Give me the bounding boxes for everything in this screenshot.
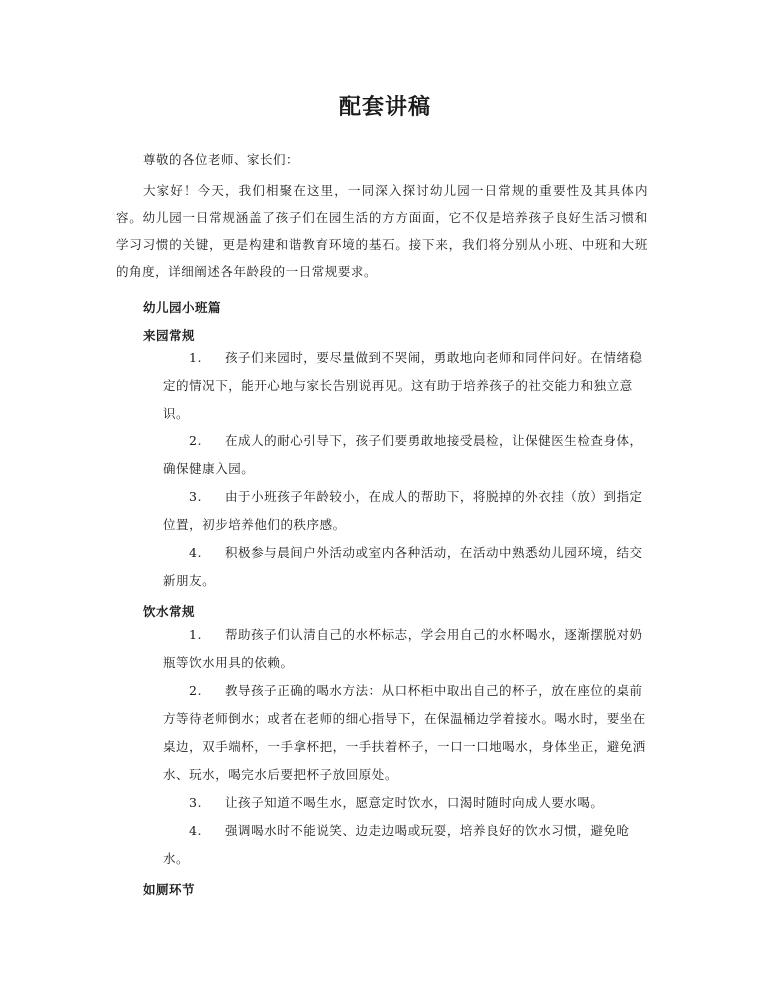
section-heading: 如厕环节 bbox=[143, 882, 196, 897]
list-number: 2. bbox=[189, 683, 203, 698]
list-text: 由于小班孩子年龄较小，在成人的帮助下，将脱掉的外衣挂（放）到指定位置，初步培养他们的秩序感。 bbox=[163, 489, 643, 532]
section-heading: 饮水常规 bbox=[143, 604, 196, 619]
list-item bbox=[163, 817, 649, 873]
list-text: 积极参与晨间户外活动或室内各种活动，在活动中熟悉幼儿园环境，结交新朋友。 bbox=[163, 545, 643, 588]
list-number: 4. bbox=[189, 545, 203, 560]
list-item bbox=[163, 427, 649, 483]
list-text: 在成人的耐心引导下，孩子们要勇敢地接受晨检，让保健医生检查身体，确保健康入园。 bbox=[163, 433, 643, 476]
list-text: 让孩子知道不喝生水，愿意定时饮水，口渴时随时向成人要水喝。 bbox=[225, 795, 604, 810]
list-text: 帮助孩子们认清自己的水杯标志，学会用自己的水杯喝水，逐渐摆脱对奶瓶等饮水用具的依赖。 bbox=[163, 627, 643, 670]
list-text: 孩子们来园时，要尽量做到不哭闹，勇敢地向老师和同伴问好。在情绪稳定的情况下，能开心地与家长告别说再见。这有助于培养孩子的社交能力和独立意识。 bbox=[163, 350, 643, 421]
section-heading: 来园常规 bbox=[143, 328, 196, 343]
list-item bbox=[163, 483, 649, 539]
greeting: 尊敬的各位老师、家长们： bbox=[143, 152, 300, 167]
list-item bbox=[163, 539, 649, 595]
list-number: 3. bbox=[189, 795, 203, 810]
list-item bbox=[163, 344, 649, 428]
list-number: 3. bbox=[189, 489, 203, 504]
list-number: 1. bbox=[189, 627, 203, 642]
list-item bbox=[163, 677, 649, 789]
list-number: 4. bbox=[189, 823, 203, 838]
list-number: 1. bbox=[189, 350, 203, 365]
list-item bbox=[163, 621, 649, 677]
list-number: 2. bbox=[189, 433, 203, 448]
list-item bbox=[163, 789, 649, 817]
part-heading: 幼儿园小班篇 bbox=[143, 300, 222, 315]
page-title: 配套讲稿 bbox=[338, 94, 431, 120]
list-text: 强调喝水时不能说笑、边走边喝或玩耍，培养良好的饮水习惯，避免呛水。 bbox=[163, 823, 630, 866]
intro-paragraph: 大家好！今天，我们相聚在这里，一同深入探讨幼儿园一日常规的重要性及其具体内容。幼儿园一日常规涵盖了孩子们在园生活的方方面面，它不仅是培养孩子良好生活习惯和学习习惯的关键，更是构建和谐教育环境的基石。接下来，我们将分别从小班、中班和大班的角度，详细阐述各年龄段的一日常规要求。 bbox=[116, 183, 648, 279]
list-text: 教导孩子正确的喝水方法：从口杯柜中取出自己的杯子，放在座位的桌前方等待老师倒水；或者在老师的细心指导下，在保温桶边学着接水。喝水时，要坐在桌边，双手端杯，一手拿杯把，一手扶着杯子，一口一口地喝水，身体坐正，避免洒水、玩水，喝完水后要把杯子放回原处。 bbox=[163, 683, 646, 782]
